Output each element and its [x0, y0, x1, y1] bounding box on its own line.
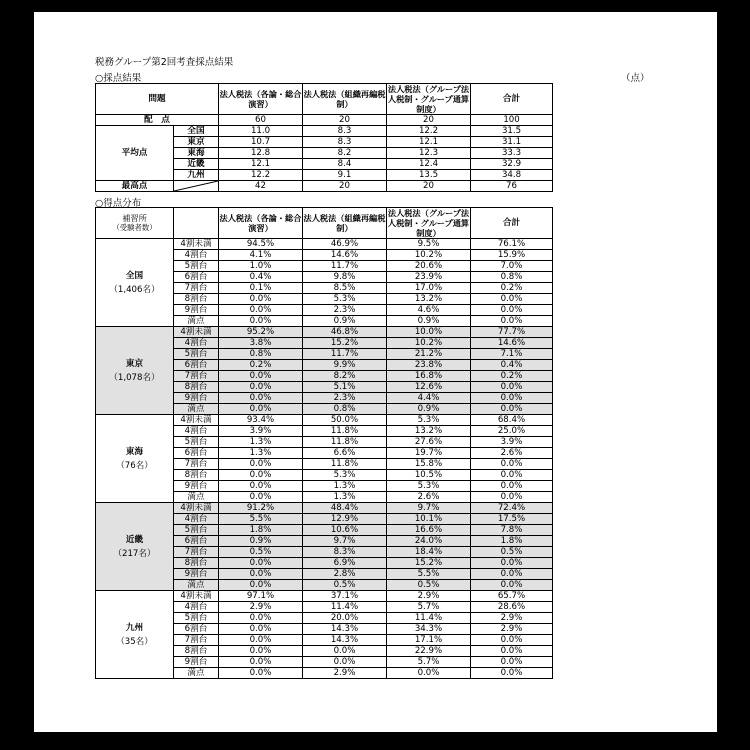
max-value: 20 [303, 181, 387, 192]
place-count: （1,406名） [109, 284, 160, 295]
unit-label: （点） [621, 73, 650, 84]
distribution-value: 10.2% [387, 250, 471, 261]
score-band-label: 満点 [174, 492, 219, 503]
col-header-3: 法人税法（グループ法人税制・グループ通算制度） [387, 208, 470, 238]
distribution-value: 0.0% [471, 481, 553, 492]
distribution-value: 1.3% [219, 437, 303, 448]
distribution-value: 17.5% [471, 514, 553, 525]
distribution-value: 22.9% [387, 646, 471, 657]
distribution-value: 0.0% [471, 470, 553, 481]
distribution-value: 0.1% [219, 283, 303, 294]
distribution-value: 15.8% [387, 459, 471, 470]
distribution-value: 0.2% [471, 283, 553, 294]
haiten-row [96, 115, 553, 126]
distribution-value: 0.9% [303, 316, 387, 327]
max-value: 42 [219, 181, 303, 192]
distribution-value: 25.0% [471, 426, 553, 437]
distribution-value: 5.3% [387, 415, 471, 426]
score-band-label: 6割台 [174, 360, 219, 371]
distribution-row [96, 503, 553, 514]
distribution-value: 0.0% [219, 646, 303, 657]
col-header-2: 法人税法（組織再編税制） [303, 84, 387, 115]
distribution-value: 72.4% [471, 503, 553, 514]
section-distribution-label: ○得点分布 [95, 198, 142, 209]
distribution-value: 0.0% [219, 635, 303, 646]
distribution-row [96, 327, 553, 338]
distribution-value: 0.0% [219, 613, 303, 624]
distribution-value: 0.0% [471, 459, 553, 470]
distribution-value: 5.1% [303, 382, 387, 393]
score-band-label: 4割未満 [174, 591, 219, 602]
average-value: 12.2 [387, 126, 471, 137]
distribution-value: 77.7% [471, 327, 553, 338]
score-band-label: 7割台 [174, 371, 219, 382]
distribution-value: 0.0% [219, 624, 303, 635]
score-band-label: 満点 [174, 668, 219, 679]
distribution-value: 0.2% [219, 360, 303, 371]
distribution-value: 0.8% [303, 404, 387, 415]
distribution-value: 0.0% [303, 657, 387, 668]
distribution-value: 21.2% [387, 349, 471, 360]
place-count: （35名） [116, 636, 153, 647]
distribution-value: 3.9% [471, 437, 553, 448]
distribution-value: 5.7% [387, 602, 471, 613]
distribution-value: 2.3% [303, 305, 387, 316]
distribution-value: 76.1% [471, 239, 553, 250]
distribution-value: 13.2% [387, 294, 471, 305]
average-value: 12.3 [387, 148, 471, 159]
distribution-value: 0.5% [219, 547, 303, 558]
distribution-value: 0.0% [471, 492, 553, 503]
haiten-value: 20 [387, 115, 471, 126]
score-band-label: 5割台 [174, 349, 219, 360]
place-header [96, 208, 174, 239]
score-band-label: 9割台 [174, 569, 219, 580]
score-band-label: 満点 [174, 580, 219, 591]
distribution-value: 11.4% [303, 602, 387, 613]
distribution-value: 0.0% [219, 580, 303, 591]
distribution-value: 9.7% [303, 536, 387, 547]
distribution-value: 2.6% [387, 492, 471, 503]
place-count: （1,078名） [109, 372, 160, 383]
distribution-value: 97.1% [219, 591, 303, 602]
col-header-3: 法人税法（グループ法人税制・グループ通算制度） [387, 84, 470, 114]
distribution-value: 13.2% [387, 426, 471, 437]
score-band-label: 7割台 [174, 459, 219, 470]
col-header-1: 法人税法（各論・総合演習） [219, 208, 303, 239]
distribution-value: 5.7% [387, 657, 471, 668]
distribution-value: 10.2% [387, 338, 471, 349]
score-band-label: 5割台 [174, 613, 219, 624]
distribution-value: 4.1% [219, 250, 303, 261]
score-band-label: 6割台 [174, 536, 219, 547]
distribution-value: 1.8% [471, 536, 553, 547]
region-label: 東京 [174, 137, 219, 148]
distribution-value: 6.6% [303, 448, 387, 459]
place-name: 東海 [125, 446, 144, 457]
distribution-value: 0.0% [219, 459, 303, 470]
distribution-value: 5.3% [303, 470, 387, 481]
distribution-value: 11.7% [303, 261, 387, 272]
distribution-value: 9.9% [303, 360, 387, 371]
distribution-value: 0.5% [303, 580, 387, 591]
distribution-value: 46.9% [303, 239, 387, 250]
distribution-value: 37.1% [303, 591, 387, 602]
distribution-value: 0.0% [219, 294, 303, 305]
distribution-value: 2.9% [471, 624, 553, 635]
distribution-value: 95.2% [219, 327, 303, 338]
score-band-label: 9割台 [174, 305, 219, 316]
average-value: 8.2 [303, 148, 387, 159]
distribution-value: 0.0% [471, 668, 553, 679]
distribution-value: 0.9% [387, 316, 471, 327]
distribution-value: 1.3% [303, 492, 387, 503]
haiten-label: 配 点 [96, 115, 219, 126]
average-value: 12.8 [219, 148, 303, 159]
distribution-value: 6.9% [303, 558, 387, 569]
distribution-value: 0.4% [471, 360, 553, 371]
distribution-value: 94.5% [219, 239, 303, 250]
distribution-value: 16.6% [387, 525, 471, 536]
distribution-value: 16.8% [387, 371, 471, 382]
document-title: 税務グループ第2回考査採点結果 [95, 57, 234, 68]
score-band-label: 満点 [174, 316, 219, 327]
distribution-value: 0.0% [303, 646, 387, 657]
distribution-value: 0.0% [219, 404, 303, 415]
distribution-value: 11.8% [303, 437, 387, 448]
distribution-value: 2.3% [303, 393, 387, 404]
region-label: 東海 [174, 148, 219, 159]
distribution-value: 0.0% [219, 558, 303, 569]
col-header-2: 法人税法（組織再編税制） [303, 208, 387, 239]
max-value: 20 [387, 181, 471, 192]
distribution-value: 0.0% [471, 580, 553, 591]
distribution-value: 2.9% [471, 613, 553, 624]
distribution-value: 11.7% [303, 349, 387, 360]
average-value: 11.0 [219, 126, 303, 137]
average-value: 9.1 [303, 170, 387, 181]
distribution-value: 0.0% [219, 657, 303, 668]
distribution-value: 11.8% [303, 426, 387, 437]
distribution-value: 0.0% [219, 393, 303, 404]
distribution-value: 0.0% [471, 569, 553, 580]
place-name: 東京 [125, 358, 144, 369]
distribution-row [96, 591, 553, 602]
distribution-value: 46.8% [303, 327, 387, 338]
distribution-value: 0.0% [471, 294, 553, 305]
section-scores-label: ○採点結果 [95, 73, 142, 84]
place-group-cell [96, 591, 174, 679]
distribution-value: 0.0% [471, 316, 553, 327]
distribution-value: 28.6% [471, 602, 553, 613]
distribution-value: 10.5% [387, 470, 471, 481]
place-group-cell [96, 327, 174, 415]
place-group-cell [96, 239, 174, 327]
distribution-value: 14.3% [303, 624, 387, 635]
distribution-value: 27.6% [387, 437, 471, 448]
score-band-label: 7割台 [174, 283, 219, 294]
distribution-value: 0.5% [387, 580, 471, 591]
score-header-row [96, 84, 553, 115]
band-header-empty [174, 208, 219, 239]
distribution-value: 0.0% [219, 569, 303, 580]
question-header: 問題 [96, 84, 219, 115]
distribution-value: 5.5% [219, 514, 303, 525]
distribution-value: 0.4% [219, 272, 303, 283]
score-band-label: 6割台 [174, 272, 219, 283]
distribution-value: 91.2% [219, 503, 303, 514]
distribution-value: 24.0% [387, 536, 471, 547]
distribution-value: 0.0% [219, 305, 303, 316]
distribution-value: 0.0% [471, 382, 553, 393]
distribution-value: 11.8% [303, 459, 387, 470]
average-value: 8.3 [303, 137, 387, 148]
average-value: 12.4 [387, 159, 471, 170]
distribution-value: 0.5% [471, 547, 553, 558]
distribution-value: 0.0% [219, 382, 303, 393]
col-header-total: 合計 [471, 84, 553, 115]
distribution-table [95, 207, 553, 679]
score-band-label: 9割台 [174, 657, 219, 668]
average-value: 12.1 [387, 137, 471, 148]
distribution-value: 0.0% [471, 646, 553, 657]
score-band-label: 7割台 [174, 635, 219, 646]
distribution-value: 2.9% [303, 668, 387, 679]
distribution-value: 23.8% [387, 360, 471, 371]
distribution-value: 18.4% [387, 547, 471, 558]
score-band-label: 6割台 [174, 448, 219, 459]
distribution-value: 0.0% [219, 492, 303, 503]
distribution-value: 15.2% [387, 558, 471, 569]
distribution-value: 14.6% [471, 338, 553, 349]
distribution-value: 10.6% [303, 525, 387, 536]
distribution-value: 0.9% [219, 536, 303, 547]
distribution-value: 9.5% [387, 239, 471, 250]
distribution-value: 65.7% [471, 591, 553, 602]
average-label: 平均点 [96, 126, 174, 181]
distribution-value: 10.0% [387, 327, 471, 338]
diagonal-slash-cell [174, 181, 219, 192]
distribution-value: 0.0% [387, 668, 471, 679]
average-value: 8.4 [303, 159, 387, 170]
score-band-label: 5割台 [174, 261, 219, 272]
distribution-value: 20.6% [387, 261, 471, 272]
distribution-value: 17.0% [387, 283, 471, 294]
score-band-label: 4割台 [174, 514, 219, 525]
distribution-value: 0.0% [471, 558, 553, 569]
score-band-label: 8割台 [174, 470, 219, 481]
average-value: 13.5 [387, 170, 471, 181]
distribution-value: 0.0% [219, 316, 303, 327]
distribution-value: 14.3% [303, 635, 387, 646]
distribution-value: 12.9% [303, 514, 387, 525]
distribution-value: 3.9% [219, 426, 303, 437]
place-name: 全国 [125, 270, 144, 281]
distribution-value: 0.8% [219, 349, 303, 360]
distribution-value: 8.5% [303, 283, 387, 294]
distribution-row [96, 415, 553, 426]
distribution-value: 12.6% [387, 382, 471, 393]
max-value: 76 [471, 181, 553, 192]
document-page [34, 12, 717, 732]
score-band-label: 8割台 [174, 646, 219, 657]
average-value: 12.1 [219, 159, 303, 170]
place-group-cell [96, 503, 174, 591]
score-band-label: 5割台 [174, 437, 219, 448]
score-band-label: 8割台 [174, 294, 219, 305]
distribution-value: 5.3% [387, 481, 471, 492]
distribution-value: 15.2% [303, 338, 387, 349]
max-label: 最高点 [96, 181, 174, 192]
distribution-value: 0.2% [471, 371, 553, 382]
col-header-total: 合計 [471, 208, 553, 239]
col-header-1: 法人税法（各論・総合演習） [219, 84, 303, 115]
score-band-label: 4割未満 [174, 239, 219, 250]
distribution-value: 11.4% [387, 613, 471, 624]
distribution-value: 1.8% [219, 525, 303, 536]
distribution-value: 0.0% [219, 668, 303, 679]
distribution-value: 23.9% [387, 272, 471, 283]
distribution-value: 4.4% [387, 393, 471, 404]
distribution-value: 20.0% [303, 613, 387, 624]
region-label: 全国 [174, 126, 219, 137]
distribution-value: 0.0% [471, 635, 553, 646]
average-value: 34.8 [471, 170, 553, 181]
distribution-value: 15.9% [471, 250, 553, 261]
score-band-label: 4割未満 [174, 415, 219, 426]
distribution-value: 7.8% [471, 525, 553, 536]
score-band-label: 4割台 [174, 250, 219, 261]
distribution-value: 0.0% [219, 470, 303, 481]
region-label: 近畿 [174, 159, 219, 170]
distribution-value: 2.8% [303, 569, 387, 580]
place-count: （217名） [113, 548, 156, 559]
score-band-label: 4割未満 [174, 503, 219, 514]
average-value: 33.3 [471, 148, 553, 159]
distribution-value: 1.0% [219, 261, 303, 272]
score-band-label: 6割台 [174, 624, 219, 635]
distribution-value: 0.0% [471, 657, 553, 668]
score-band-label: 8割台 [174, 558, 219, 569]
distribution-value: 0.0% [219, 481, 303, 492]
average-value: 10.7 [219, 137, 303, 148]
distribution-value: 8.2% [303, 371, 387, 382]
distribution-value: 0.8% [471, 272, 553, 283]
place-name: 近畿 [125, 534, 144, 545]
distribution-value: 5.5% [387, 569, 471, 580]
distribution-value: 68.4% [471, 415, 553, 426]
distribution-value: 3.8% [219, 338, 303, 349]
max-row [96, 181, 553, 192]
average-row [96, 126, 553, 137]
average-value: 31.5 [471, 126, 553, 137]
distribution-value: 50.0% [303, 415, 387, 426]
score-band-label: 5割台 [174, 525, 219, 536]
distribution-value: 0.9% [387, 404, 471, 415]
distribution-value: 7.0% [471, 261, 553, 272]
average-value: 12.2 [219, 170, 303, 181]
distribution-value: 34.3% [387, 624, 471, 635]
distribution-value: 0.0% [471, 393, 553, 404]
score-band-label: 4割台 [174, 602, 219, 613]
distribution-value: 1.3% [219, 448, 303, 459]
distribution-value: 9.7% [387, 503, 471, 514]
score-band-label: 4割台 [174, 338, 219, 349]
score-table [95, 83, 553, 192]
haiten-value: 100 [471, 115, 553, 126]
distribution-value: 2.9% [219, 602, 303, 613]
score-band-label: 8割台 [174, 382, 219, 393]
distribution-value: 7.1% [471, 349, 553, 360]
distribution-value: 14.6% [303, 250, 387, 261]
distribution-value: 0.0% [471, 305, 553, 316]
average-value: 8.3 [303, 126, 387, 137]
average-value: 32.9 [471, 159, 553, 170]
distribution-value: 2.6% [471, 448, 553, 459]
place-count: （76名） [116, 460, 153, 471]
distribution-value: 5.3% [303, 294, 387, 305]
haiten-value: 60 [219, 115, 303, 126]
distribution-value: 0.0% [219, 371, 303, 382]
distribution-value: 48.4% [303, 503, 387, 514]
score-band-label: 9割台 [174, 393, 219, 404]
distribution-value: 8.3% [303, 547, 387, 558]
distribution-value: 9.8% [303, 272, 387, 283]
distribution-row [96, 239, 553, 250]
distribution-value: 10.1% [387, 514, 471, 525]
distribution-value: 17.1% [387, 635, 471, 646]
score-band-label: 7割台 [174, 547, 219, 558]
place-group-cell [96, 415, 174, 503]
distribution-value: 1.3% [303, 481, 387, 492]
place-header-sub: （受験者数） [112, 223, 157, 232]
place-name: 九州 [125, 622, 144, 633]
score-band-label: 9割台 [174, 481, 219, 492]
score-band-label: 4割台 [174, 426, 219, 437]
distribution-value: 4.6% [387, 305, 471, 316]
place-header-label: 補習所 [122, 213, 147, 223]
score-band-label: 4割未満 [174, 327, 219, 338]
distribution-value: 0.0% [471, 404, 553, 415]
region-label: 九州 [174, 170, 219, 181]
score-band-label: 満点 [174, 404, 219, 415]
haiten-value: 20 [303, 115, 387, 126]
distribution-header-row [96, 208, 553, 239]
average-value: 31.1 [471, 137, 553, 148]
distribution-value: 93.4% [219, 415, 303, 426]
distribution-value: 19.7% [387, 448, 471, 459]
distribution-value: 2.9% [387, 591, 471, 602]
